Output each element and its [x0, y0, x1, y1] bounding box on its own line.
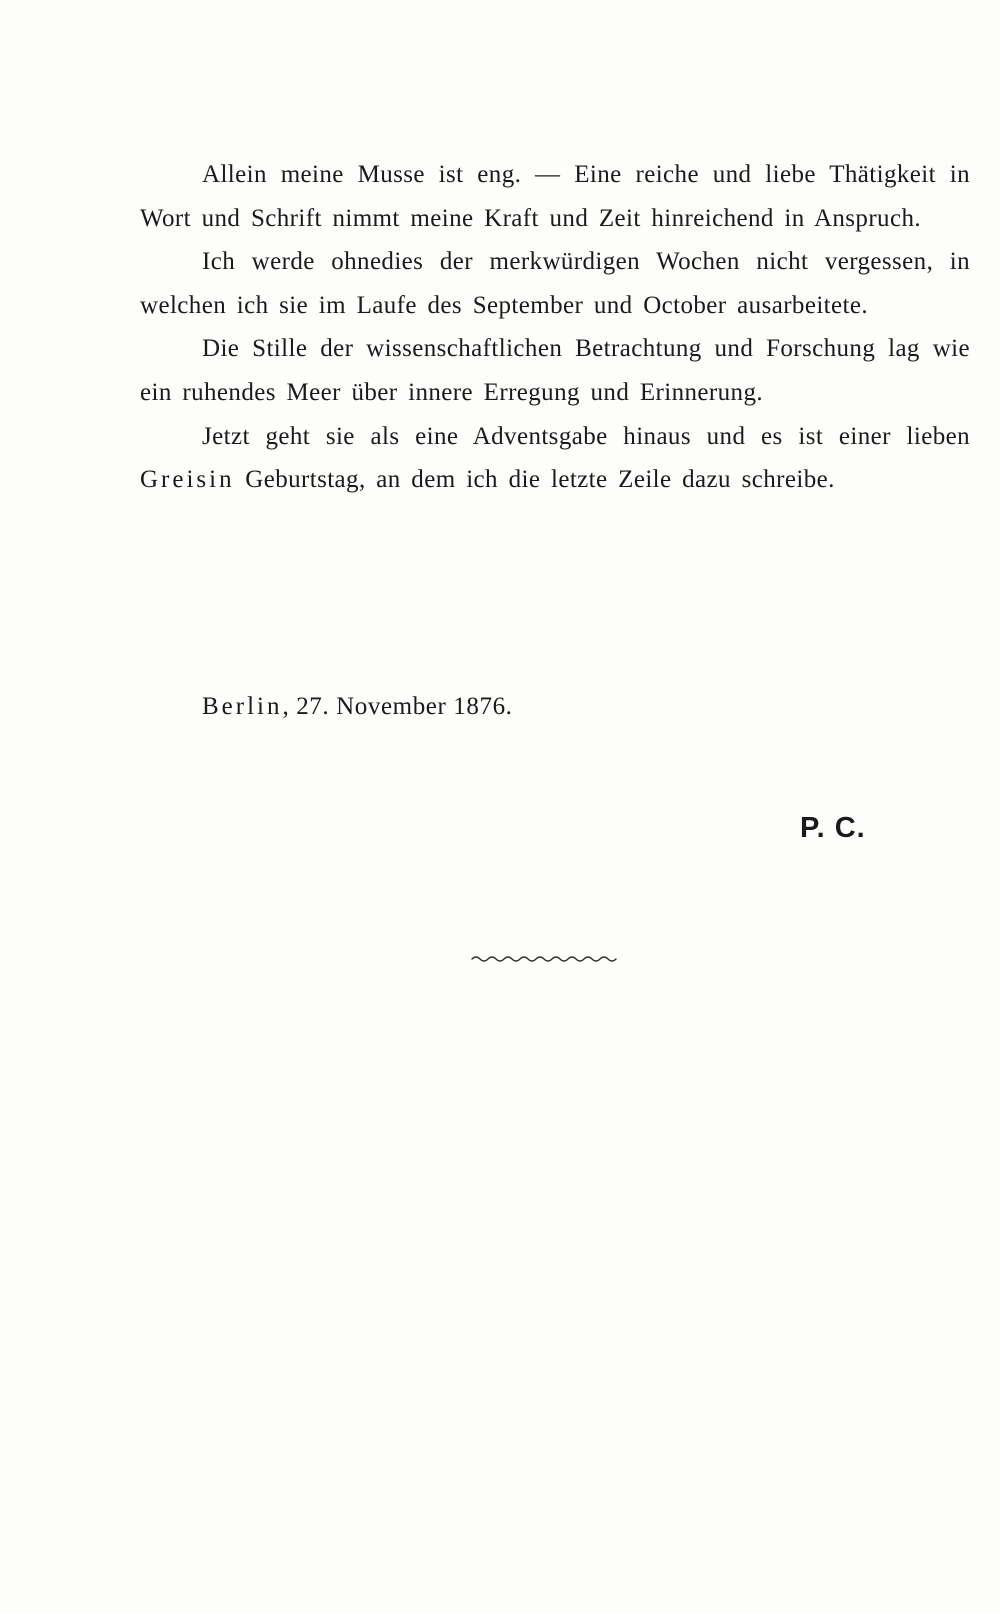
paragraph-3: Die Stille der wissenschaftlichen Betrachtung und Forschung lag wie ein ruhendes Meer über innere Erregung und Erinnerung. — [140, 335, 970, 406]
paragraph-4-after: Geburtstag, an dem ich die letzte Zeile dazu schreibe. — [234, 466, 835, 494]
dateline-date: 27. November 1876. — [296, 693, 513, 720]
dateline: Berlin, 27. November 1876. — [202, 693, 513, 720]
paragraph-2: Ich werde ohnedies der merkwürdigen Wochen nicht vergessen, in welchen ich sie im Laufe des September und October ausarbeitete. — [140, 248, 970, 319]
paragraph-4 — [140, 415, 970, 502]
preface-text — [140, 153, 970, 502]
paragraph-4-before: Jetzt geht sie als eine Adventsgabe hinaus und es ist einer lieben — [202, 422, 970, 450]
tilde-ornament-icon — [470, 950, 620, 964]
dateline-place: Berlin — [202, 693, 283, 720]
paragraph-4-spaced-word: Greisin — [140, 466, 235, 494]
signature-initials: P. C. — [800, 812, 866, 844]
paragraph-1: Allein meine Musse ist eng. — Eine reiche und liebe Thätigkeit in Wort und Schrift nimmt meine Kraft und Zeit hinreichend in Anspruch. — [140, 161, 970, 232]
